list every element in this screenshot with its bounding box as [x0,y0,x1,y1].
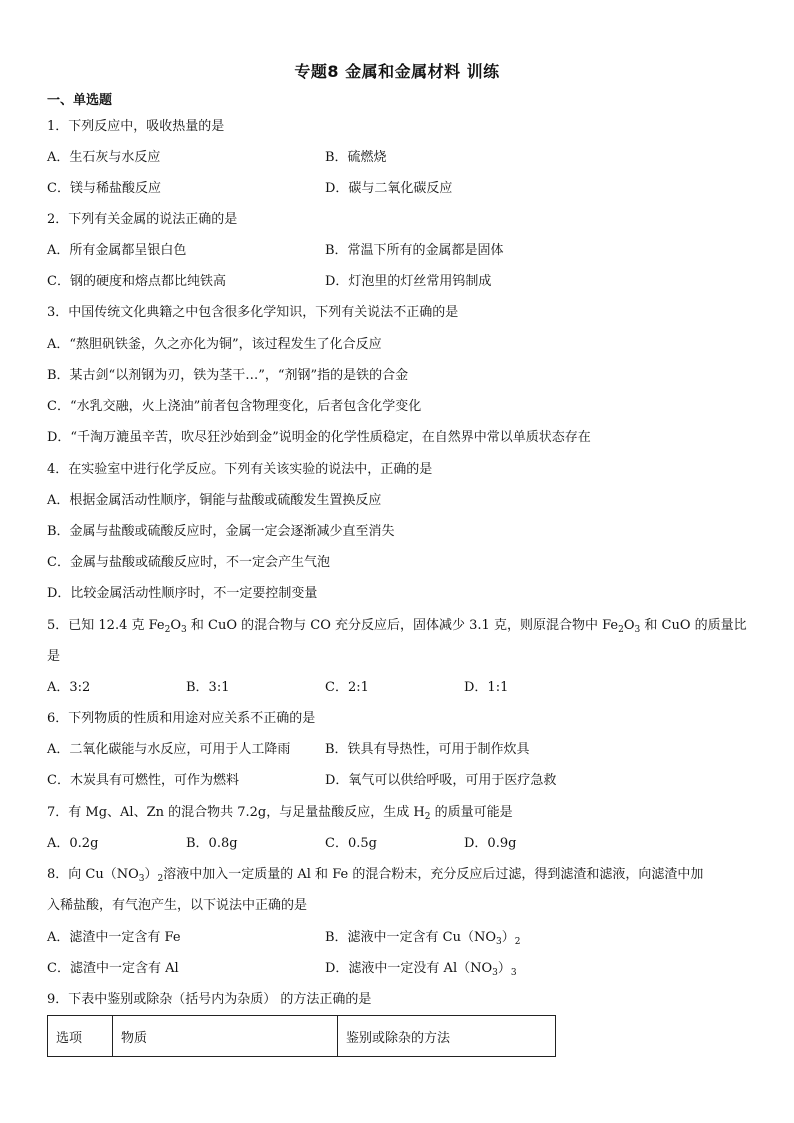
question-4-option-a: A．根据金属活动性顺序，铜能与盐酸或硫酸发生置换反应 [47,493,382,508]
question-4-option-d: D．比较金属活动性顺序时，不一定要控制变量 [47,586,318,601]
table-header-row [48,1016,556,1057]
question-2-option-a: A．所有金属都呈银白色 [47,243,187,258]
question-1-option-b: B．硫燃烧 [325,150,387,165]
question-5-stem: 5．已知 12.4 克 $Fe_2O_3$ 和 CuO 的混合物与 CO 充分反应后，固体减少 3.1 克，则原混合物中 $Fe_2O_3$ 和 CuO 的质量比 [47,618,747,635]
question-2-option-b: B．常温下所有的金属都是固体 [325,243,504,258]
question-7-option-b: B．0.8g [186,836,238,851]
question-7-stem: 7．有 Mg、Al、Zn 的混合物共 7.2g，与足量盐酸反应，生成 $H_2$ 的质量可能是 [47,805,513,822]
question-8-option-c: C．滤渣中一定含有 Al [47,961,179,976]
question-1-option-d: D．碳与二氧化碳反应 [325,181,453,196]
question-2-stem: 2．下列有关金属的说法正确的是 [47,212,238,227]
question-6-option-c: C．木炭具有可燃性，可作为燃料 [47,773,239,788]
question-5-option-b: B．3:1 [186,680,230,695]
question-3-option-b: B．某古剑“以剂钢为刃，铁为茎干…”，“剂钢”指的是铁的合金 [47,368,409,383]
question-3-option-d: D．“千淘万漉虽辛苦，吹尽狂沙始到金”说明金的化学性质稳定，在自然界中常以单质状态存在 [47,430,591,445]
question-7-option-a: A．0.2g [47,836,99,851]
question-1-option-a: A．生石灰与水反应 [47,150,161,165]
question-7-option-c: C．0.5g [325,836,377,851]
question-1-stem: 1．下列反应中，吸收热量的是 [47,119,225,134]
question-3-option-c: C．“水乳交融，火上浇油”前者包含物理变化，后者包含化学变化 [47,399,422,414]
question-9-stem: 9．下表中鉴别或除杂（括号内为杂质） 的方法正确的是 [47,992,372,1007]
question-4-option-b: B．金属与盐酸或硫酸反应时，金属一定会逐渐减少直至消失 [47,524,395,539]
table-header-substance: 物质 [113,1016,338,1057]
question-6-option-d: D．氧气可以供给呼吸，可用于医疗急救 [325,773,557,788]
question-4-option-c: C．金属与盐酸或硫酸反应时，不一定会产生气泡 [47,555,330,570]
question-7-option-d: D．0.9g [464,836,517,851]
section-heading: 一、单选题 [47,93,113,108]
question-6-stem: 6．下列物质的性质和用途对应关系不正确的是 [47,711,316,726]
question-2-option-c: C．钢的硬度和熔点都比纯铁高 [47,274,226,289]
question-6-option-a: A．二氧化碳能与水反应，可用于人工降雨 [47,742,291,757]
question-5-option-a: A．3:2 [47,680,91,695]
question-1-option-c: C．镁与稀盐酸反应 [47,181,161,196]
question-4-stem: 4．在实验室中进行化学反应。下列有关该实验的说法中，正确的是 [47,462,433,477]
question-5-option-c: C．2:1 [325,680,369,695]
question-8-stem-continued: 入稀盐酸，有气泡产生，以下说法中正确的是 [47,898,308,913]
table-header-method: 鉴别或除杂的方法 [338,1016,556,1057]
question-6-option-b: B．铁具有导热性，可用于制作炊具 [325,742,530,757]
question-2-option-d: D．灯泡里的灯丝常用钨制成 [325,274,492,289]
question-3-option-a: A．“熬胆矾铁釜，久之亦化为铜”，该过程发生了化合反应 [47,337,382,352]
question-9-table [47,1015,556,1057]
question-8-option-a: A．滤渣中一定含有 Fe [47,930,181,945]
question-3-stem: 3．中国传统文化典籍之中包含很多化学知识，下列有关说法不正确的是 [47,305,459,320]
question-8-option-b: B．滤液中一定含有 $Cu(NO_3)_2$ [325,930,521,947]
table-header-option: 选项 [48,1016,113,1057]
question-5-stem-continued: 是 [47,649,61,664]
question-8-stem: 8．向 $Cu(NO_3)_2$溶液中加入一定质量的 Al 和 Fe 的混合粉末，充分反应后过滤，得到滤渣和滤液，向滤渣中加 [47,867,704,884]
page-title: 专题8 金属和金属材料 训练 [294,62,500,81]
question-5-option-d: D．1:1 [464,680,509,695]
question-8-option-d: D．滤液中一定没有 $Al(NO_3)_3$ [325,961,517,978]
